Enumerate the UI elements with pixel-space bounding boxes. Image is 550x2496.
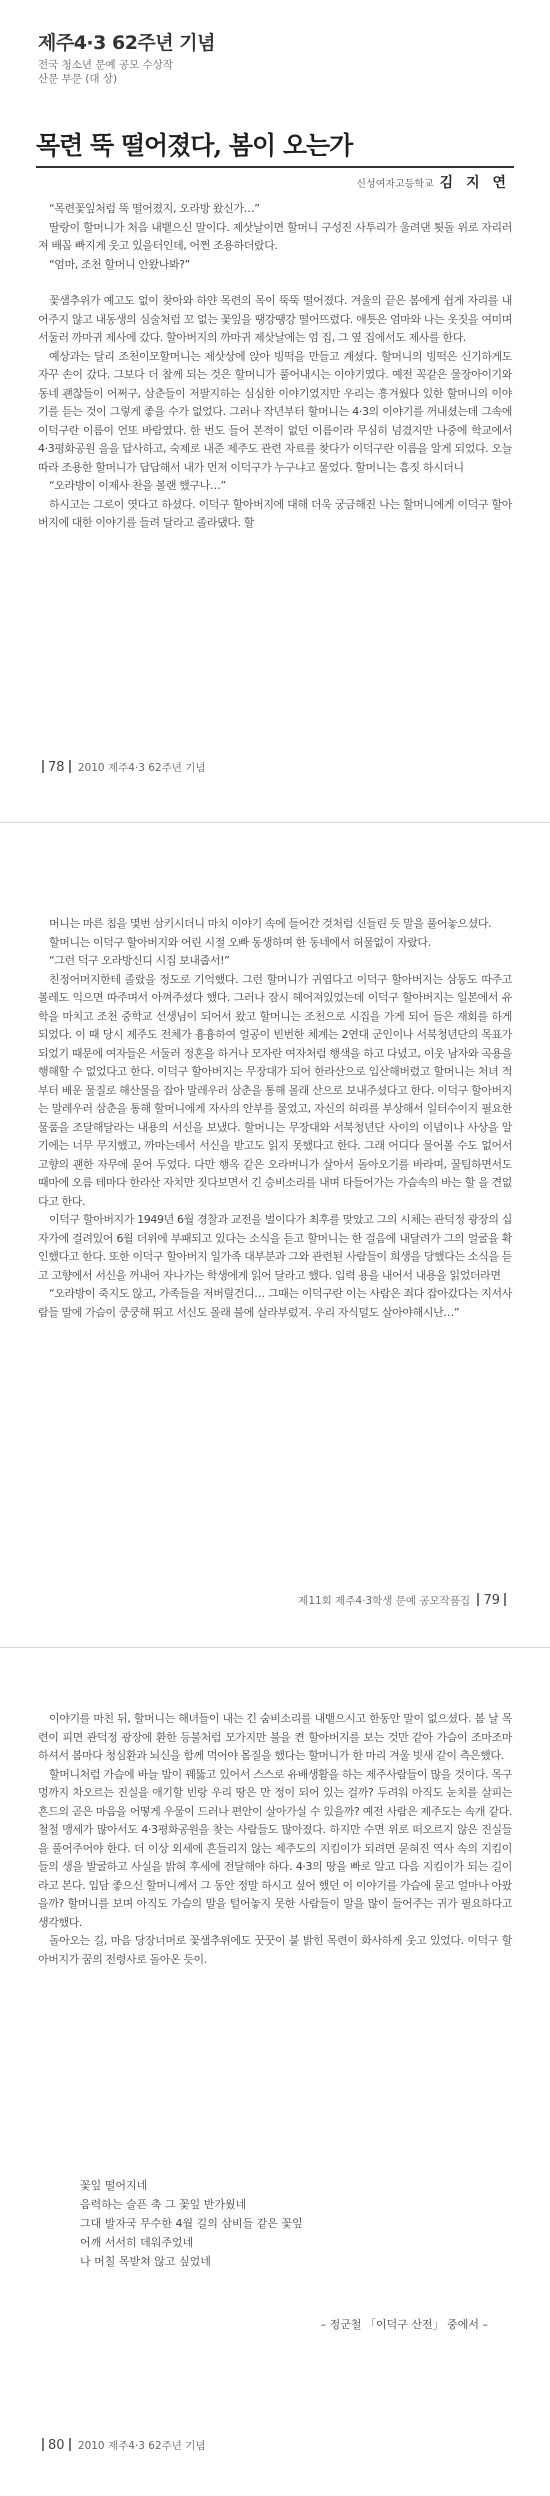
page-80 bbox=[0, 1648, 550, 2496]
footer-text: 2010 제주4·3 62주년 기념 bbox=[77, 2440, 206, 2452]
article-title: 목련 뚝 떨어졌다, 봄이 오는가 bbox=[36, 131, 353, 160]
header-line-1: 전국 청소년 문예 공모 수상작 bbox=[38, 59, 174, 71]
paragraph: 하시고는 그로이 엿다고 하셨다. 이덕구 할아버지에 대해 더욱 궁금해진 나는 할머니에게 이덕구 할아버지에 대한 이야기를 들려 달라고 졸라댔다. 할 bbox=[38, 497, 512, 529]
poem-line: 음력하는 슬픈 축 그 꽃잎 반가웠네 bbox=[80, 2198, 247, 2211]
poem-line: 꽃잎 떨어지네 bbox=[80, 2179, 148, 2192]
page-79 bbox=[0, 823, 550, 1647]
paragraph: 딸랑이 할머니가 처음 내뱉으신 말이다. 제삿날이면 할머니 구성진 사투리가 울려댄 툇돌 위로 자리러져 배꼽 빠지게 웃고 있을터인데, 어쩐 조용하더랐다. bbox=[38, 220, 512, 252]
section-header bbox=[38, 28, 248, 86]
paragraph: “그런 덕구 오라방신디 시집 보내줍서!” bbox=[49, 954, 230, 967]
author-name: 김 지 연 bbox=[439, 175, 510, 191]
page-number: 79 bbox=[483, 1593, 500, 1608]
article-body-page-2 bbox=[38, 915, 512, 1322]
page-footer bbox=[38, 2438, 206, 2453]
header-subtitle bbox=[38, 58, 248, 86]
paragraph: “엄마, 조천 할머니 안왔나봐?” bbox=[49, 257, 190, 271]
school-name: 신성여자고등학교 bbox=[356, 179, 434, 190]
article-body-page-3 bbox=[38, 1710, 512, 1969]
paragraph: 이덕구 할아버지가 1949년 6월 경찰과 교전을 벌이다가 최후를 맞았고 그의 시체는 관덕정 광장의 십자가에 걸려있어 6월 더위에 부패되고 있다는 소식을 듣고 할머니는 한 걸음에 내달려가 그의 얼굴을 확인했다고 한다. 또한 이덕구 할아버지 일가족 대부분과 그와 관련된 사람들이 희생을 당했다는 소식을 듣고 고향에서 서신을 꺼내어 자나가는 학생에게 읽어 달라고 했다. 입력 용을 내어서 내용을 읽었더라면 bbox=[38, 1213, 512, 1282]
footer-text: 2010 제주4·3 62주년 기념 bbox=[77, 762, 206, 774]
page-footer bbox=[38, 760, 206, 775]
paragraph: “목련꽃잎처럼 뚝 떨어졌지, 오라방 왔신가…” bbox=[49, 202, 260, 215]
byline bbox=[356, 172, 510, 192]
paragraph: 이야기를 마친 뒤, 할머니는 해녀들이 내는 긴 숨비소리를 내뱉으시고 한동안 말이 없으셨다. 봄 날 목련이 피면 관덕정 광장에 환한 등불처럼 모가지만 불을 켠 할아버지를 보는 것만 같아 가슴이 조마조마 하셔서 봄마다 청심환과 뇌신을 함께 먹어야 몸질을 했다는 할머니가 한 마리 겨울 빗새 같이 측은했다. bbox=[38, 1712, 512, 1762]
title-divider bbox=[36, 166, 514, 168]
paragraph: 꽃샘추위가 예고도 없이 찾아와 하얀 목련의 목이 뚝뚝 떨어졌다. 겨울의 끝은 봄에게 쉽게 자리를 내어주지 않고 내동생의 심술처럼 꼬 없는 꽃잎을 땡강땡강 떨어뜨렸다. 애틋은 엄마와 나는 옷짓을 여미며 서둘러 까마귀 제사에 갔다. 할아버지의 까마귀 제삿날에는 엄 집, 그 옆 집에서도 제사를 한다. bbox=[38, 294, 512, 344]
page-number: 78 bbox=[48, 760, 65, 775]
poem-citation: – 정군철 「이덕구 산전」 중에서 – bbox=[320, 2318, 488, 2331]
page-number: 80 bbox=[48, 2438, 65, 2453]
header-line-2: 산문 부문 (대 상) bbox=[38, 73, 118, 86]
paragraph: 돌아오는 길, 마음 당장너머로 꽃샘추위에도 꿋꿋이 붙 밝힌 목련이 화사하게 웃고 있었다. 이덕구 할아버지가 꿈의 전령사로 돌아온 듯이. bbox=[38, 1934, 512, 1966]
paragraph: 머니는 마른 침을 몇번 삼키시더니 마치 이야기 속에 들어간 것처럼 신들린 듯 말을 풀어놓으셨다. bbox=[49, 917, 492, 930]
paragraph: “오라방이 이제사 찬을 볼랜 했구나…” bbox=[49, 479, 226, 492]
poem-line: 그대 발자국 무수한 4월 길의 삼비들 같은 꽃잎 bbox=[80, 2217, 303, 2230]
paragraph: 할머니처럼 가슴에 바늘 밤이 꿰뚫고 있어서 스스로 유배생활을 하는 제주사람들이 많을 것이다. 목구멍까지 차오르는 진실을 애기할 빈랑 우리 땅은 만 정이 되어 있는 걸까? 두려워 아직도 눈치를 살피는 흔드의 곧은 마음을 어떻게 우물이 드러나 편안이 살아가실 수 있을까? 예전 사람은 제주도는 속개 같다. 철철 맹세가 많아서도 4·3평화공원을 찾는 사람들도 많아졌다. 하지만 수면 위로 떠오르지 않은 진실들을 풀어주어야 한다. 더 이상 외세에 흔들리지 않는 제주도의 지킴이가 되려면 묻혀진 역사 속의 지킴이들의 생을 발굴하고 사실을 밝혀 후세에 전달해야 하다. 4·3의 땅을 빠로 알고 다음 지킴이가 되는 길이라고 본다. 입담 좋으신 할머니께서 그 동안 정말 하시고 싶어 했던 이 이야기를 가슴에 묻고 얼마나 아팠을까? 할머니를 보며 아직도 가슴의 말을 털어놓지 못한 사람들이 말을 많이 들어주는 귀가 필요하다고 생각했다. bbox=[38, 1767, 512, 1929]
paragraph: “오라방이 죽지도 않고, 가족들을 저버릴건디… 그때는 이덕구란 이는 사람은 죄다 잡아갔다는 지서사람들 말에 가슴이 쿵쿵해 뛰고 서신도 몰래 불에 살라부렀져. 우리 자식덜도 살아야해시난…” bbox=[38, 1287, 512, 1319]
paragraph: 친정어머지한테 졸랐을 정도로 기억했다. 그런 할머니가 귀엽다고 이덕구 할아버지는 삼동도 따주고 볼레도 익으면 따주며서 아껴주셨다 했다. 그러나 잠시 헤어져있었는데 이덕구 할아버지는 일본에서 유학을 마치고 조천 중학교 선생님이 되어서 왔고 할머니는 조천으로 시집을 가게 되어 들은 재회를 하게 되었다. 이 때 당시 제주도 전체가 흉흉하여 얼공이 빈번한 체계는 2연대 군인이나 서북청년단의 목표가 되었기 때문에 여자들은 서둘러 정혼을 하거나 모자란 여자처럼 행색을 하고 다녔고, 이웃 남자와 곡용을 행해할 수 없었다고 한다. 이덕구 할아버지는 무장대가 되어 한라산으로 입산해버렸고 할머니는 처녀 적부터 배운 물질로 해산물을 잡아 말레우러 삼춘을 통해 몰래 산으로 보내주셨다고 한다. 이덕구 할아버지는 말레우러 삼춘을 통해 할머니에게 자사의 안부를 물었고, 자신의 허리를 부상해서 일터수이지 필요한 물품을 조달해달라는 내용의 서신을 보냈다. 할머니는 무장대와 서북청년단 사이의 이념이나 사상을 알기에는 너무 무지했고, 까마는데서 서신을 받고도 읽지 못했다고 한다. 그래 어디다 물어볼 수도 없어서 고향의 괜한 자무에 묻어 두었다. 다만 행옥 같은 오라버니가 살아서 돌아오기를 바라며, 꿀팀하면서도 때마에 오름 테마다 한라산 자치만 짓다보면서 긴 승비소리를 내며 타들어가는 가슴속의 바는 할 을 견없다고 한다. bbox=[38, 972, 512, 1208]
page-footer bbox=[298, 1593, 510, 1608]
header-title: 제주4·3 62주년 기념 bbox=[38, 32, 215, 54]
article-body-page-1 bbox=[38, 200, 512, 533]
footer-text: 제11회 제주4·3학생 문예 공모작품집 bbox=[298, 1595, 471, 1607]
poem-quote bbox=[80, 2176, 303, 2271]
poem-line: 나 머칠 목받쳐 않고 싶었네 bbox=[80, 2255, 211, 2268]
poem-line: 어깨 서서히 데워주었네 bbox=[80, 2236, 194, 2249]
paragraph: 할머니는 이덕구 할아버지와 어린 시절 오빠 동생하며 한 동네에서 허물없이 자랐다. bbox=[49, 935, 431, 949]
paragraph: 예상과는 달리 조천이모할머니는 제삿상에 앉아 빙떡을 만들고 계셨다. 할머니의 빙떡은 신기하게도 자꾸 손이 갔다. 그보다 더 참께 되는 것은 할머니가 풀어내시는 이야기였다. 예전 꼭같은 물장아이기와 동네 괜찮들이 어쩌구, 삼춘들이 저팔지하는 심심한 이야기였지만 우리는 흥겨웠다 있한 할머니의 이야기를 듣는 것이 그렇게 좋을 수가 없었다. 그러나 작년부터 할머니는 4·3의 이야기를 꺼내셨는데 그속에 이덕구란 이름이 언또 바람였다. 한 번도 들어 본적이 없던 이름이라 무심히 넘겼지만 나중에 학교에서 4·3평화공원 을을 답사하고, 숙제로 내준 제주도 관련 자료를 찾다가 이덕구란 이름을 알게 되었다. 오늘따라 조용한 할머니가 답답해서 내가 먼저 이덕구가 누구냐고 물었다. 할머니는 흠짓 하시더니 bbox=[38, 349, 512, 474]
page-78 bbox=[0, 0, 550, 822]
